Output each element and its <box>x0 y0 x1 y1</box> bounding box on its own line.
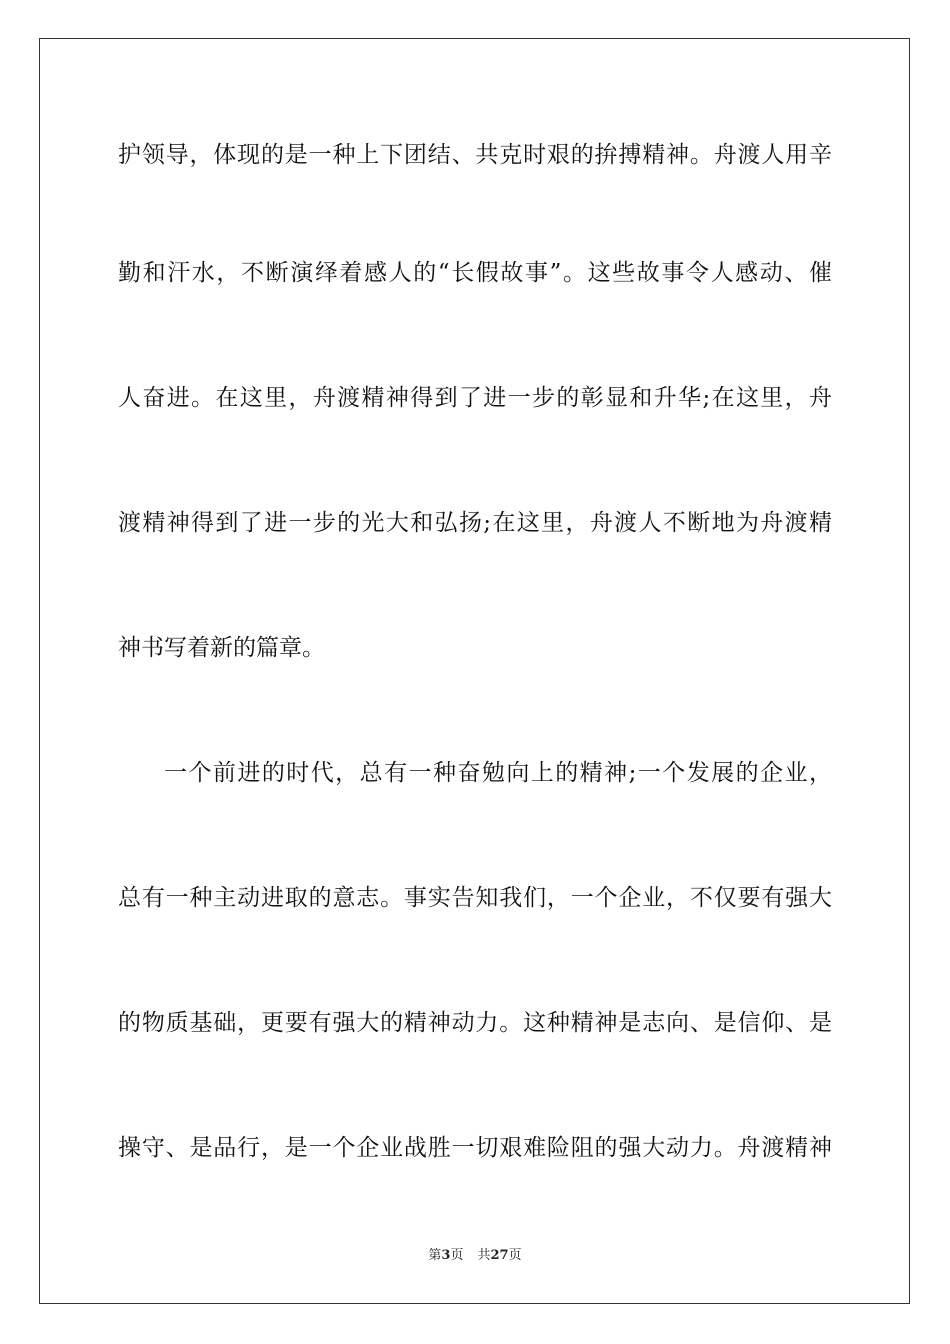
page-footer <box>0 1247 950 1265</box>
paragraph-line-9: 操守、是品行，是一个企业战胜一切艰难险阻的强大动力。舟渡精神 <box>118 1135 832 1161</box>
paragraph-line-7: 总有一种主动进取的意志。事实告知我们，一个企业，不仅要有强大 <box>118 885 832 911</box>
footer-total-prefix: 共 <box>477 1248 491 1263</box>
footer-page-prefix: 第 <box>428 1248 442 1263</box>
footer-total-pages: 27 <box>490 1248 509 1263</box>
footer-page-number: 3 <box>441 1248 451 1263</box>
paragraph-line-3: 人奋进。在这里，舟渡精神得到了进一步的彰显和升华;在这里，舟 <box>118 385 832 411</box>
footer-total-suffix: 页 <box>508 1248 522 1263</box>
paragraph-line-5: 神书写着新的篇章。 <box>118 635 325 661</box>
paragraph-line-8: 的物质基础，更要有强大的精神动力。这种精神是志向、是信仰、是 <box>118 1010 832 1036</box>
paragraph-line-6: 一个前进的时代，总有一种奋勉向上的精神;一个发展的企业， <box>164 760 832 786</box>
paragraph-line-2: 勤和汗水，不断演绎着感人的“长假故事”。这些故事令人感动、催 <box>118 260 832 286</box>
paragraph-line-4: 渡精神得到了进一步的光大和弘扬;在这里，舟渡人不断地为舟渡精 <box>118 510 832 536</box>
footer-page-suffix: 页 <box>450 1248 464 1263</box>
paragraph-line-1: 护领导，体现的是一种上下团结、共克时艰的拚搏精神。舟渡人用辛 <box>118 142 832 168</box>
page-border <box>39 38 910 1304</box>
